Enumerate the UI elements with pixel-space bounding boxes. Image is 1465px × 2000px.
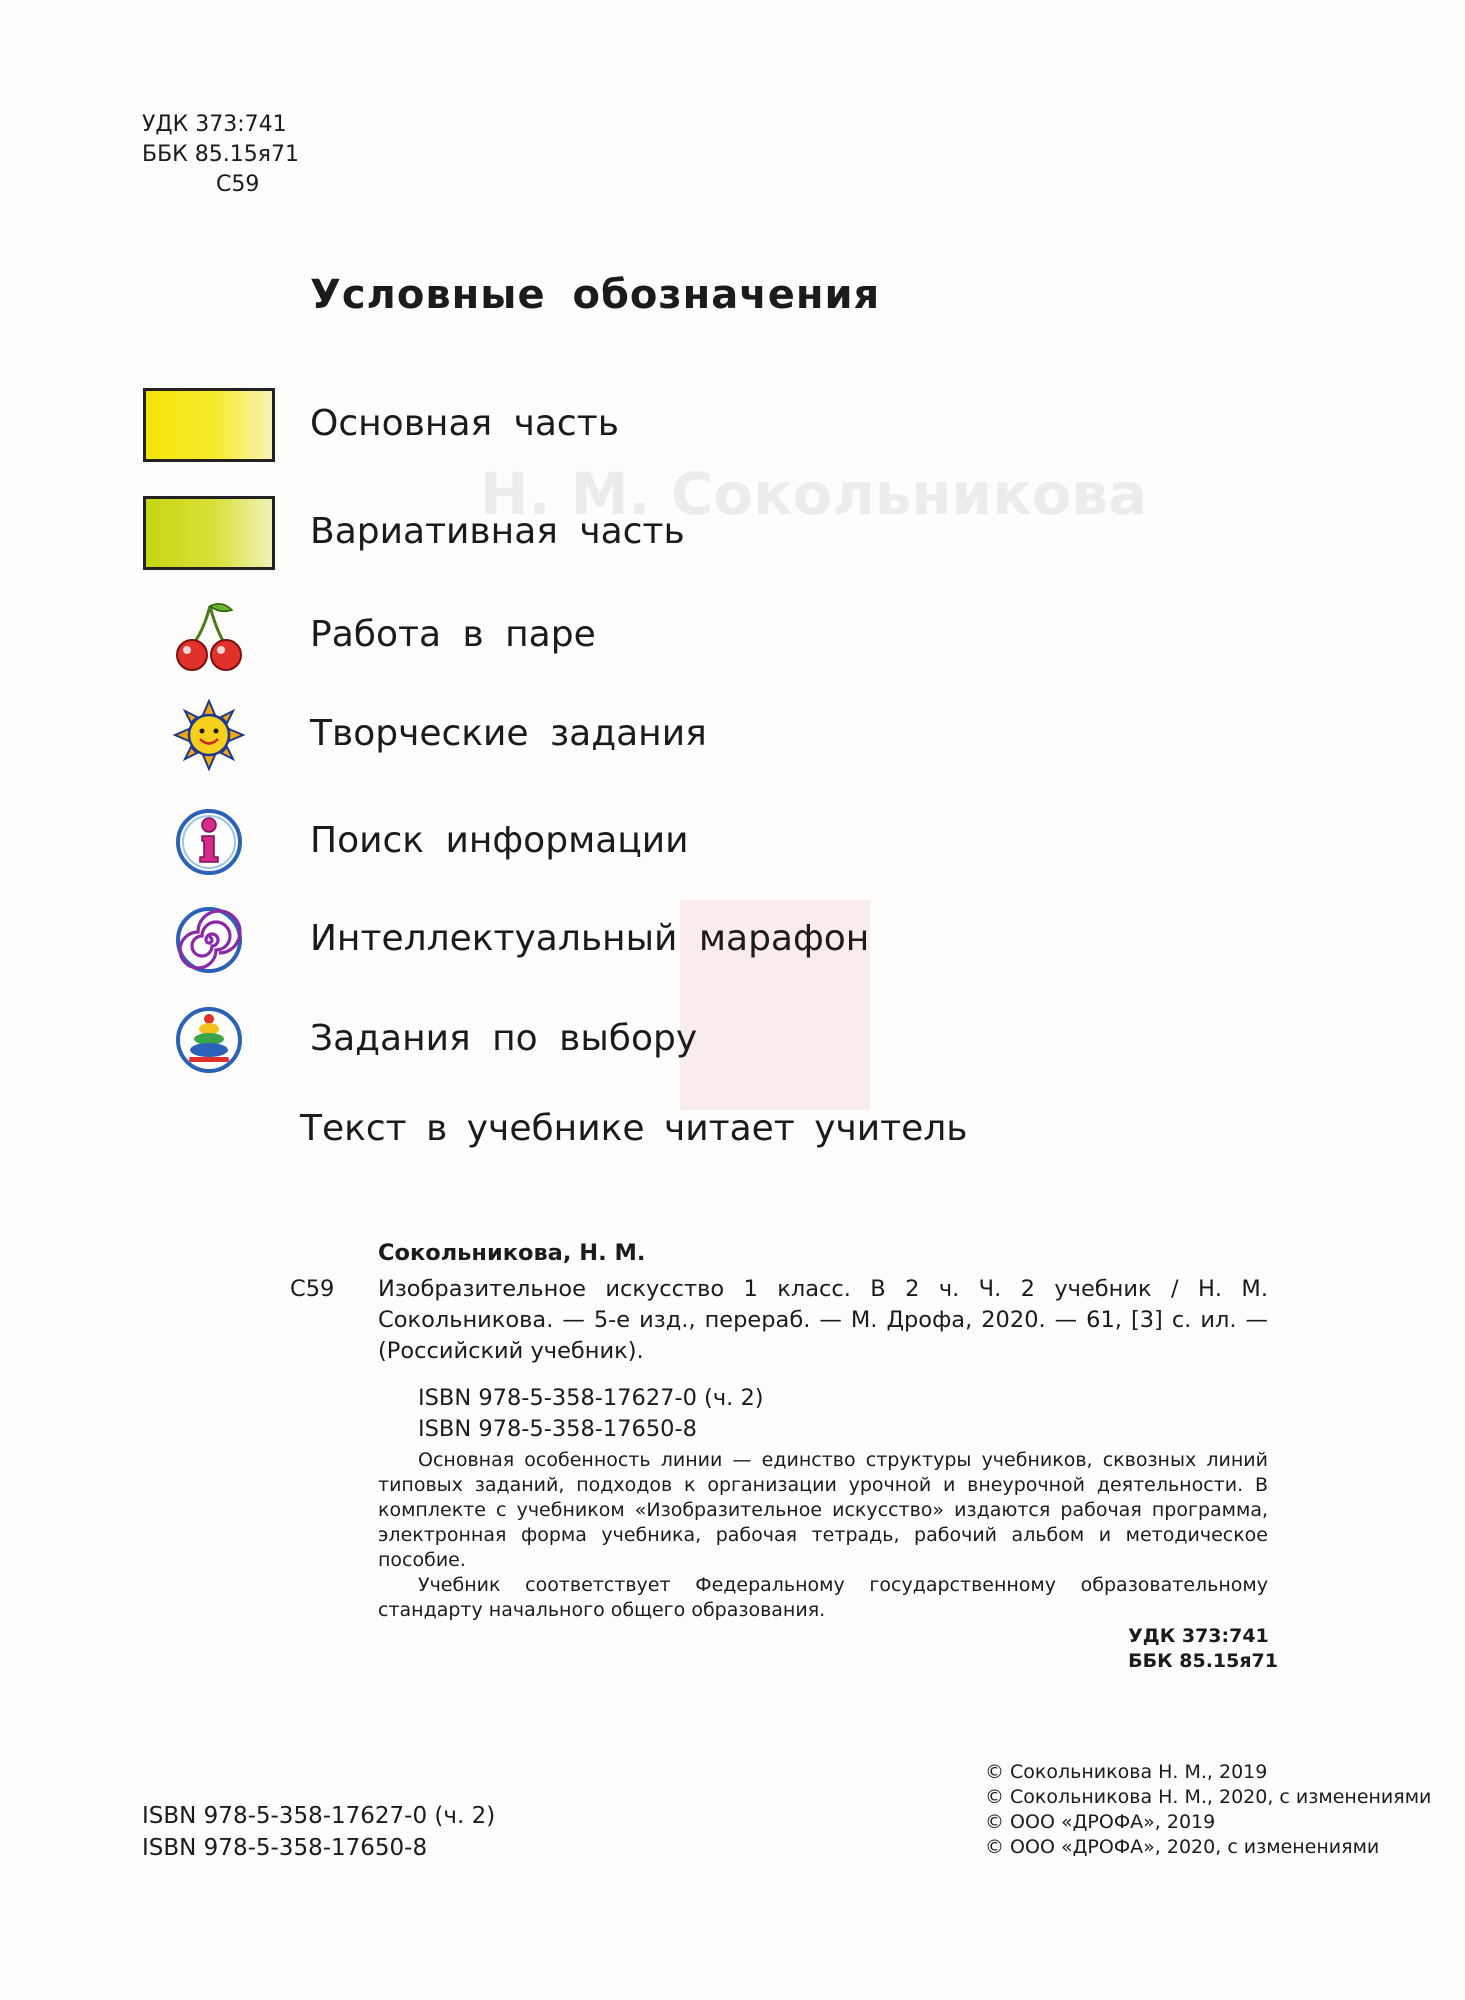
card-description: Изобразительное искусство 1 класс. В 2 ч. Ч. 2 учебник / Н. М. Сокольникова. — 5-е изд., перераб. — М. Дрофа, 2020. — 61, [3] с. ил. — (Российский учебник).	[378, 1276, 1268, 1364]
card-isbn-part: ISBN 978-5-358-17627-0 (ч. 2)	[418, 1385, 764, 1411]
legend-item-info-search	[140, 802, 1240, 882]
reader-note: Текст в учебнике читает учитель	[300, 1108, 968, 1149]
legend-label: Интеллектуальный марафон	[310, 918, 870, 959]
cherries-icon	[140, 596, 278, 676]
card-author-mark: С59	[290, 1276, 335, 1302]
copyright-line: © Сокольникова Н. М., 2020, с изменениями	[985, 1786, 1432, 1808]
legend-label: Задания по выбору	[310, 1018, 698, 1059]
yellow-swatch-icon	[140, 385, 278, 465]
legend-item-creative-tasks	[140, 695, 1240, 775]
legend-label: Творческие задания	[310, 713, 707, 754]
info-icon	[140, 802, 278, 882]
copyright-line: © ООО «ДРОФА», 2020, с изменениями	[985, 1836, 1380, 1858]
copyright-line: © Сокольникова Н. М., 2019	[985, 1761, 1268, 1783]
pyramid-toy-icon	[140, 1000, 278, 1080]
card-author: Сокольникова, Н. М.	[378, 1240, 646, 1266]
legend-item-pair-work	[140, 596, 1240, 676]
legend-title: Условные обозначения	[310, 272, 881, 318]
card-annotation-paragraph: Учебник соответствует Федеральному государственному образовательному стандарту начального общего образования.	[378, 1574, 1268, 1621]
author-mark: С59	[216, 172, 260, 197]
legend-item-main-part	[140, 385, 1240, 465]
udk-code: УДК 373:741	[142, 112, 287, 137]
copyright-block	[985, 1760, 1431, 1860]
classification-top	[142, 110, 299, 200]
isbn-block	[142, 1800, 495, 1864]
card-bbk: ББК 85.15я71	[1128, 1650, 1278, 1672]
spiral-icon	[140, 900, 278, 980]
card-annotation	[378, 1448, 1268, 1623]
card-classification	[1128, 1624, 1278, 1674]
legend-label: Вариативная часть	[310, 511, 685, 552]
isbn-set: ISBN 978-5-358-17650-8	[142, 1835, 428, 1861]
card-annotation-paragraph: Основная особенность линии — единство структуры учебников, сквозных линий типовых заданий, подходов к организации урочной и внеурочной деятельности. В комплекте с учебником «Изобразительное искусство» издаются рабочая программа, электронная форма учебника, рабочая тетрадь, рабочий альбом и методическое пособие.	[378, 1449, 1268, 1571]
copyright-line: © ООО «ДРОФА», 2019	[985, 1811, 1216, 1833]
card-udk: УДК 373:741	[1128, 1625, 1269, 1647]
lime-swatch-icon	[140, 493, 278, 573]
legend-label: Поиск информации	[310, 820, 689, 861]
legend-item-optional-tasks	[140, 1000, 1240, 1080]
legend-label: Основная часть	[310, 403, 619, 444]
sun-icon	[140, 695, 278, 775]
legend-label: Работа в паре	[310, 614, 596, 655]
bleed-through-author: Н. М. Сокольникова	[480, 460, 1148, 528]
isbn-part: ISBN 978-5-358-17627-0 (ч. 2)	[142, 1803, 496, 1829]
card-isbn-set: ISBN 978-5-358-17650-8	[418, 1416, 697, 1442]
bbk-code: ББК 85.15я71	[142, 142, 300, 167]
legend-item-variative-part	[140, 493, 1240, 573]
legend-item-intellectual-marathon	[140, 900, 1240, 980]
